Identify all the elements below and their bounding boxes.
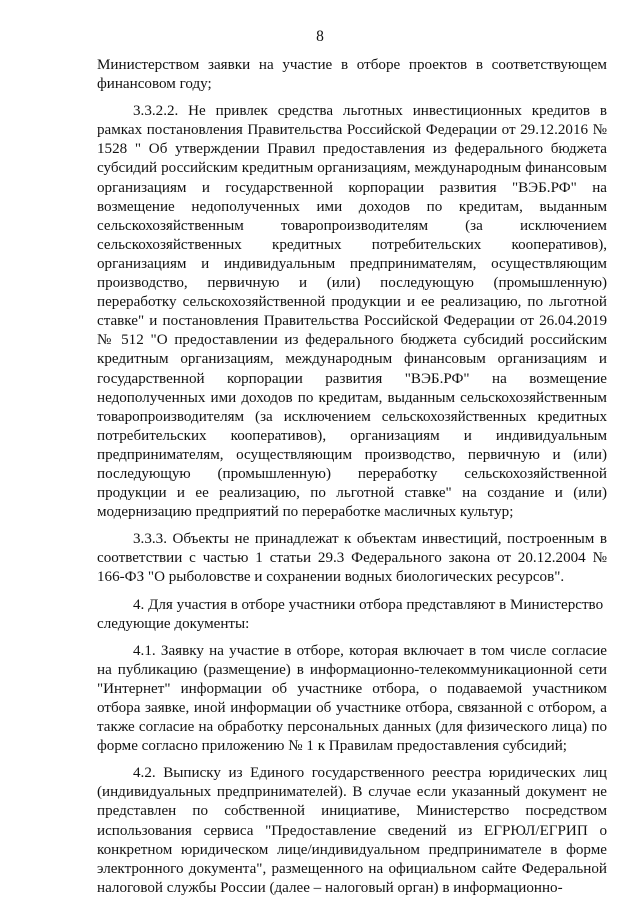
paragraph-4-2: 4.2. Выписку из Единого государственного реестра юридических лиц (индивидуальных предпринимателей). В случае если указанный документ не представлен по собственной инициативе, Министерство посредством использования сервиса "Предоставление сведений из ЕГРЮЛ/ЕГРИП о конкретном юридическом лице/индивидуальном предпринимателе в форме электронного документа", размещенного на официальном сайте Федеральной налоговой службы России (далее – налоговый орган) в информационно- <box>97 765 607 896</box>
paragraph-3-3-2-2: 3.3.2.2. Не привлек средства льготных инвестиционных кредитов в рамках постановления Правительства Российской Федерации от 29.12.2016 № 1528 " Об утверждении Правил предоставления из федерального бюджета субсидий российским кредитным организациям, международным финансовым организациям и государственной корпорации развития "ВЭБ.РФ" на возмещение недополученных ими доходов по кредитам, выданным сельскохозяйственным товаропроизводителям (за исключением сельскохозяйственных кредитных потребительских кооперативов), организациям и индивидуальным предпринимателям, осуществляющим производство, первичную и (или) последующую (промышленную) переработку сельскохозяйственной продукции и ее реализацию, по льготной ставке" и постановления Правительства Российской Федерации от 26.04.2019 № 512 "О предоставлении из федерального бюджета субсидий российским кредитным организациям, международным финансовым организациям и государственной корпорации развития "ВЭБ.РФ" на возмещение недополученных ими доходов по кредитам, выданным сельскохозяйственным товаропроизводителям (за исключением сельскохозяйственных кредитных потребительских кооперативов), организациям и индивидуальным предпринимателям, осуществляющим производство, первичную и (или) последующую (промышленную) переработку сельскохозяйственной продукции и ее реализацию, по льготной ставке" на создание и (или) модернизацию предприятий по переработке масличных культур; <box>97 103 607 521</box>
paragraph-3-3-3: 3.3.3. Объекты не принадлежат к объектам инвестиций, построенным в соответствии с частью 1 статьи 29.3 Федерального закона от 20.12.2004 № 166-ФЗ "О рыболовстве и сохранении водных биологических ресурсов". <box>97 531 607 586</box>
page-number: 8 <box>316 28 324 45</box>
document-body <box>97 56 607 906</box>
paragraph-4: 4. Для участия в отборе участники отбора представляют в Министерство следующие документы: <box>97 596 604 632</box>
paragraph-continuation: Министерством заявки на участие в отборе проектов в соответствующем финансовом году; <box>97 57 607 93</box>
paragraph-4-1: 4.1. Заявку на участие в отборе, которая включает в том числе согласие на публикацию (размещение) в информационно-телекоммуникационной сети "Интернет" информации об участнике отбора, о подаваемой участником отбора заявке, иной информации об участнике отбора, связанной с отбором, а также согласие на обработку персональных данных (для физического лица) по форме согласно приложению № 1 к Правилам предоставления субсидий; <box>97 642 607 755</box>
